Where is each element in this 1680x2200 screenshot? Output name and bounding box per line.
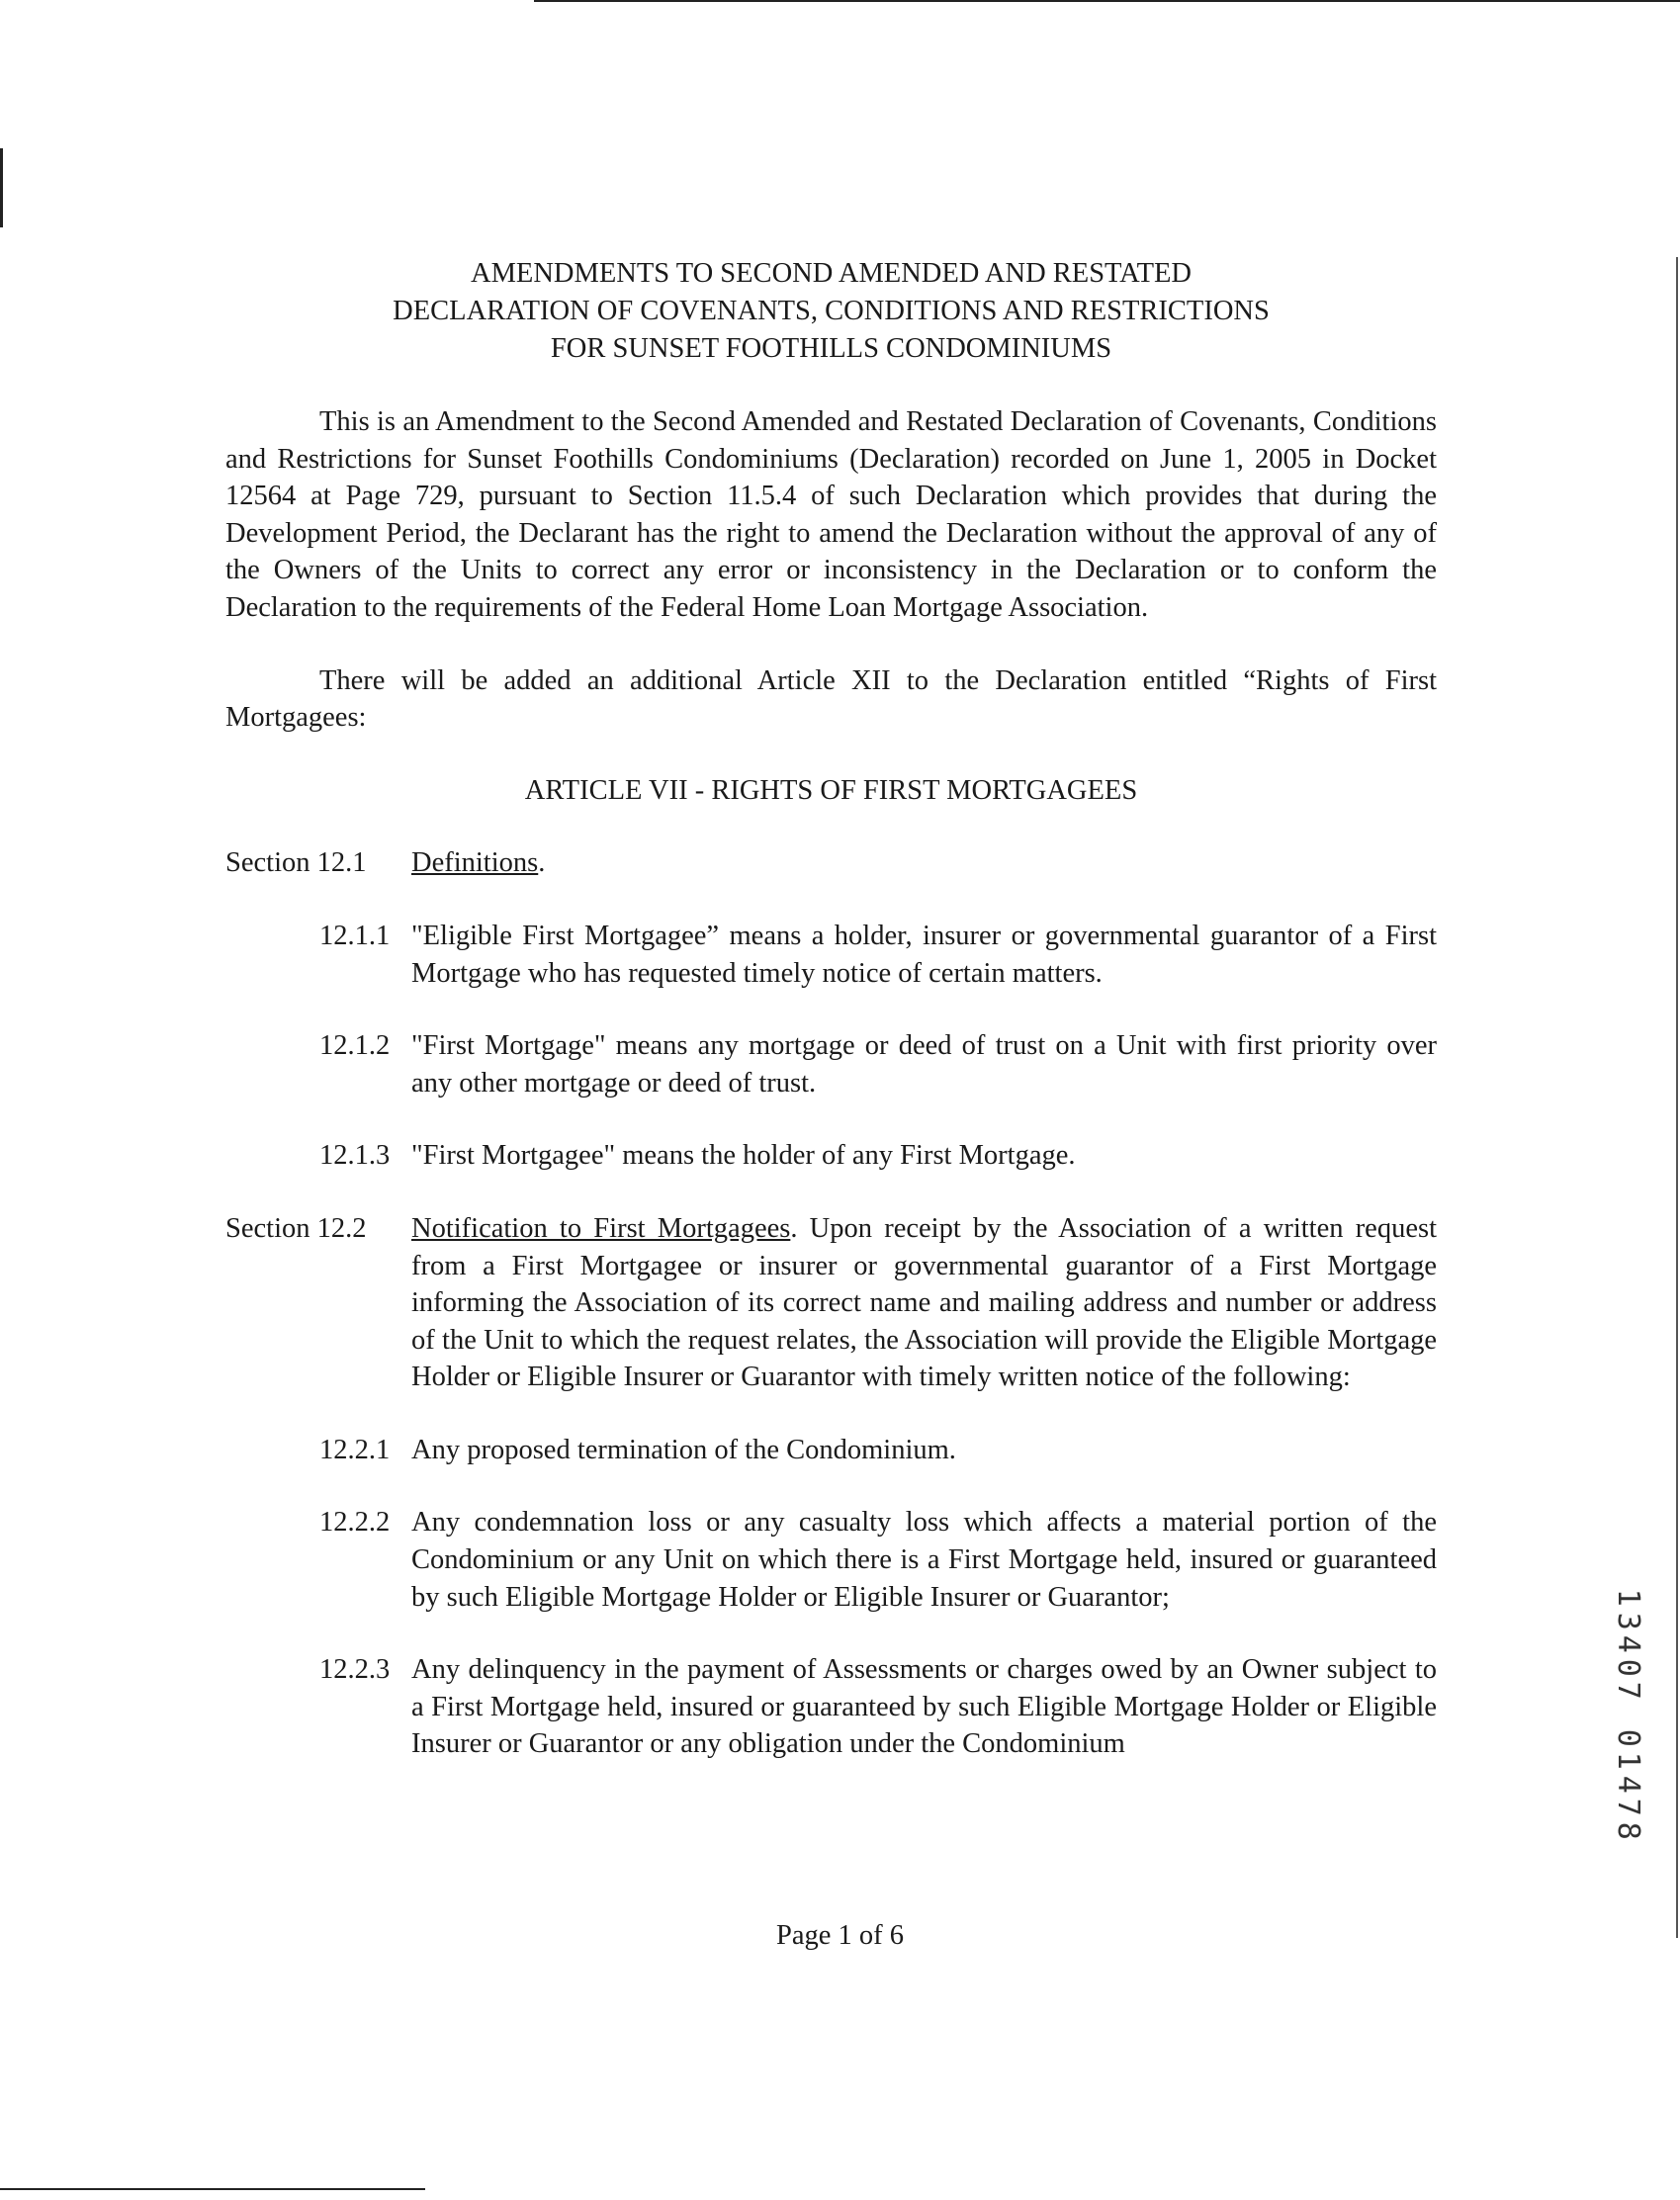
item-number: 12.2.2: [319, 1507, 391, 1539]
definition-item: [225, 918, 1437, 992]
item-number: 12.1.3: [319, 1140, 391, 1172]
definition-item: [225, 1027, 1437, 1101]
item-text: Any proposed termination of the Condominium.: [411, 1434, 956, 1465]
stamp-digit: 8: [1610, 1821, 1645, 1840]
item-text: Any delinquency in the payment of Assessments or charges owed by an Owner subject to a First Mortgage held, insured or guaranteed by such Eligible Mortgage Holder or Eligible Insurer or Guarantor or any obligation under the Condominium: [411, 1654, 1437, 1760]
page-number-footer: Page 1 of 6: [775, 1920, 904, 1951]
stamp-digit: 7: [1610, 1682, 1645, 1701]
item-text: Any condemnation loss or any casualty loss which affects a material portion of the Condominium or any Unit on which there is a First Mortgage held, insured or guaranteed by such Eligible Mortgage Holder or Eligible Insurer or Guarantor;: [411, 1507, 1437, 1613]
stamp-digit: 4: [1610, 1775, 1645, 1794]
item-number: 12.1.2: [319, 1030, 391, 1062]
document-title-line-1: AMENDMENTS TO SECOND AMENDED AND RESTATED: [471, 258, 1192, 289]
stamp-digit: 4: [1610, 1634, 1645, 1654]
stamp-digit: 7: [1610, 1799, 1645, 1817]
stamp-digit: 3: [1610, 1612, 1645, 1630]
section-heading: Notification to First Mortgagees: [411, 1212, 791, 1244]
article-heading: ARTICLE VII - RIGHTS OF FIRST MORTGAGEES: [524, 774, 1138, 806]
stamp-digit: 0: [1610, 1728, 1645, 1747]
addition-paragraph: There will be added an additional Article XII to the Declaration entitled “Rights of First Mortgagees:: [225, 664, 1437, 734]
definition-item: [225, 1137, 1437, 1175]
stamp-digit: 1: [1610, 1588, 1645, 1607]
scan-edge-bottom: [0, 2188, 425, 2190]
section-number: Section 12.1: [225, 847, 367, 879]
section-heading: Definitions: [411, 847, 539, 879]
stamp-digit: 0: [1610, 1658, 1645, 1677]
document-title-line-3: FOR SUNSET FOOTHILLS CONDOMINIUMS: [550, 333, 1112, 364]
stamp-digit: 1: [1610, 1751, 1645, 1770]
item-text: "First Mortgagee" means the holder of any First Mortgage.: [411, 1140, 1076, 1172]
item-text: "First Mortgage" means any mortgage or deed of trust on a Unit with first priority over any other mortgage or deed of trust.: [411, 1030, 1437, 1099]
scan-edge-top: [534, 0, 1680, 2]
section-body: . Upon receipt by the Association of a written request from a First Mortgagee or insurer or governmental guarantor of a First Mortgage informing the Association of its correct name and mailing address and number or address of the Unit to which the request relates, the Association will provide the Eligible Mortgage Holder or Eligible Insurer or Guarantor with timely written notice of the following:: [411, 1212, 1437, 1393]
item-number: 12.1.1: [319, 920, 391, 951]
item-text: "Eligible First Mortgagee” means a holder, insurer or governmental guarantor of a First Mortgage who has requested timely notice of certain matters.: [411, 920, 1437, 989]
item-number: 12.2.3: [319, 1654, 391, 1686]
section-heading-punct: .: [538, 847, 546, 879]
section-12-2: [225, 1210, 1437, 1396]
section-number: Section 12.2: [225, 1212, 367, 1244]
notice-item: [225, 1432, 1437, 1469]
notice-item: [225, 1651, 1437, 1763]
recording-stamp: [1608, 1586, 1647, 1843]
item-number: 12.2.1: [319, 1434, 391, 1465]
section-12-1: [225, 844, 1437, 882]
scan-edge-right: [1676, 257, 1678, 1938]
document-title-line-2: DECLARATION OF COVENANTS, CONDITIONS AND RESTRICTIONS: [393, 296, 1270, 326]
notice-item: [225, 1504, 1437, 1616]
scan-edge-left: [0, 148, 3, 227]
intro-paragraph: This is an Amendment to the Second Amended and Restated Declaration of Covenants, Conditions and Restrictions for Sunset Foothills Condominiums (Declaration) recorded on June 1, 2005 in Docket 12564 at Page 729, pursuant to Section 11.5.4 of such Declaration which provides that during the Development Period, the Declarant has the right to amend the Declaration without the approval of any of the Owners of the Units to correct any error or inconsistency in the Declaration or to conform the Declaration to the requirements of the Federal Home Loan Mortgage Association.: [225, 406, 1437, 623]
document-page: [225, 255, 1437, 1763]
